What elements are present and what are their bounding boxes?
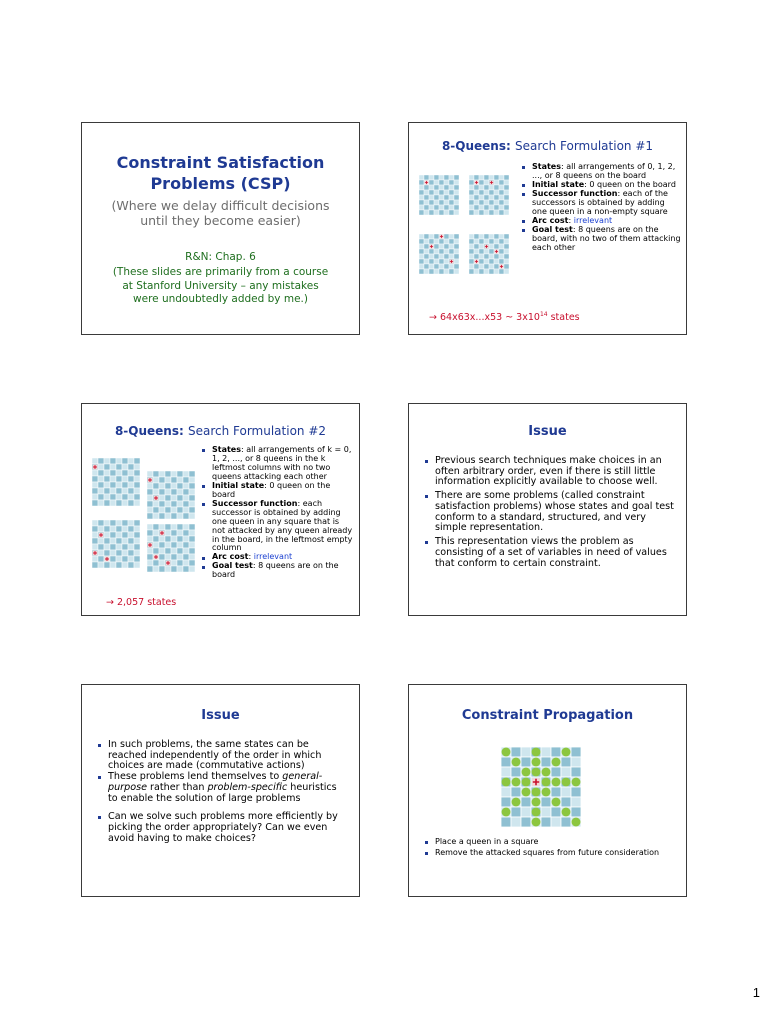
attacked-square-marker bbox=[562, 778, 571, 787]
slide4-bullet: There are some problems (called constraint satisfaction problems) whose states and goal test conform to a standard, structured, and very simple representation. bbox=[425, 491, 677, 534]
attacked-square-marker bbox=[552, 758, 561, 767]
slide3-bullets bbox=[202, 446, 354, 580]
queen-icon bbox=[148, 478, 153, 483]
queen-icon bbox=[154, 555, 159, 560]
slide2-title bbox=[409, 139, 686, 153]
chessboard-icon bbox=[92, 520, 140, 568]
queen-icon bbox=[154, 496, 159, 501]
slide1-note bbox=[82, 266, 359, 307]
queen-icon bbox=[500, 265, 504, 269]
attacked-square-marker bbox=[502, 808, 511, 817]
chessboard-icon bbox=[419, 234, 459, 274]
slide6-bullets bbox=[425, 838, 665, 858]
slide4-title: Issue bbox=[528, 424, 567, 439]
slide1-title bbox=[82, 153, 359, 195]
slide6-title: Constraint Propagation bbox=[461, 708, 634, 723]
slide1-note-line3: were undoubtedly added by me.) bbox=[133, 293, 308, 306]
slide-csp-title bbox=[81, 122, 360, 335]
slide-search-formulation-1 bbox=[408, 122, 687, 335]
slide1-subtitle-line1: (Where we delay difficult decisions bbox=[111, 198, 330, 213]
queen-icon bbox=[425, 181, 429, 185]
attacked-square-marker bbox=[512, 778, 521, 787]
queen-icon bbox=[93, 551, 98, 556]
slide1-title-line1: Constraint Satisfaction bbox=[116, 153, 325, 172]
slide1-subtitle-line2: until they become easier) bbox=[140, 213, 301, 228]
slide1-note-line1: (These slides are primarily from a course bbox=[112, 266, 329, 278]
queen-icon bbox=[430, 245, 434, 249]
slide2-bullet-states: States: all arrangements of 0, 1, 2, ..., or 8 queens on the board bbox=[522, 163, 682, 181]
slide-issue-2 bbox=[81, 684, 360, 897]
constraint-propagation-board-icon bbox=[501, 747, 581, 827]
chessboard-icon bbox=[419, 175, 459, 215]
attacked-square-marker bbox=[532, 768, 541, 777]
slide5-title: Issue bbox=[201, 708, 240, 723]
attacked-square-marker bbox=[542, 778, 551, 787]
attacked-square-marker bbox=[512, 758, 521, 767]
slide1-subtitle bbox=[82, 198, 359, 228]
slide-constraint-propagation bbox=[408, 684, 687, 897]
slide2-title-b: Search Formulation #1 bbox=[514, 139, 654, 153]
slide-issue-1 bbox=[408, 403, 687, 616]
slide2-bullet-successor: Successor function: each of the successors is obtained by adding one queen in a non-empty square bbox=[522, 190, 682, 217]
slide5-bullet: These problems lend themselves to general-purpose rather than problem-specific heuristics to enable the solution of large problems bbox=[98, 772, 342, 804]
queen-icon bbox=[475, 260, 479, 264]
queen-icon bbox=[475, 181, 479, 185]
slide2-result: → 64x63x...x53 ~ $3x10^{14}$ states bbox=[429, 311, 580, 324]
chessboard-icon bbox=[92, 458, 140, 506]
slide3-bullet-states: States: all arrangements of k = 0, 1, 2, ..., or 8 queens in the k leftmost columns with no two queens attacking each other bbox=[202, 446, 354, 482]
slide3-bullet-goal-test: Goal test: 8 queens are on the board bbox=[202, 562, 354, 580]
slide1-title-line2: Problems (CSP) bbox=[150, 173, 291, 193]
attacked-square-marker bbox=[562, 808, 571, 817]
slide2-bullets bbox=[522, 163, 682, 253]
attacked-square-marker bbox=[572, 818, 581, 827]
chessboard-icon bbox=[469, 175, 509, 215]
chessboard-icon bbox=[147, 471, 195, 519]
queen-icon bbox=[166, 561, 171, 566]
slide4-bullet: This representation views the problem as consisting of a set of variables in need of values that conform to certain constraint. bbox=[425, 537, 677, 569]
queen-icon bbox=[160, 531, 165, 536]
queen-icon bbox=[148, 543, 153, 548]
queen-icon bbox=[99, 533, 104, 538]
slide-search-formulation-2 bbox=[81, 403, 360, 616]
slide6-bullet: Place a queen in a square bbox=[425, 838, 665, 847]
attacked-square-marker bbox=[522, 778, 531, 787]
slide3-result: → 2,057 states bbox=[106, 597, 177, 608]
queen-icon bbox=[440, 235, 444, 239]
slide5-bullet: Can we solve such problems more efficiently by picking the order appropriately? Can we even avoid having to make choices? bbox=[98, 812, 342, 844]
slide1-reference: R&N: Chap. 6 bbox=[185, 251, 256, 263]
attacked-square-marker bbox=[542, 768, 551, 777]
chessboard-icon bbox=[147, 524, 195, 572]
slide5-bullet: In such problems, the same states can be reached independently of the order in which choices are made (commutative actions) bbox=[98, 740, 342, 772]
slide4-bullets bbox=[425, 456, 677, 569]
attacked-square-marker bbox=[552, 778, 561, 787]
slide3-title bbox=[82, 424, 359, 438]
attacked-square-marker bbox=[532, 798, 541, 807]
slide2-title-a: 8-Queens: bbox=[441, 139, 515, 153]
page-number: 1 bbox=[752, 985, 760, 1000]
attacked-square-marker bbox=[512, 798, 521, 807]
attacked-square-marker bbox=[572, 778, 581, 787]
attacked-square-marker bbox=[522, 788, 531, 797]
queen-icon bbox=[450, 260, 454, 264]
slide3-bullet-successor: Successor function: each successor is obtained by adding one queen in any square that is not attacked by any queen already in the board, in the leftmost empty column bbox=[202, 500, 354, 554]
slide1-note-line2: at Stanford University – any mistakes bbox=[122, 279, 319, 292]
slide3-bullet-arc-cost: Arc cost: irrelevant bbox=[202, 553, 354, 562]
slide2-bullet-goal-test: Goal test: 8 queens are on the board, with no two of them attacking each other bbox=[522, 226, 682, 253]
slide5-bullets bbox=[98, 740, 342, 845]
slide4-bullet: Previous search techniques make choices in an often arbitrary order, even if there is still little information explicitly available to choose well. bbox=[425, 456, 677, 488]
attacked-square-marker bbox=[532, 788, 541, 797]
queen-icon bbox=[93, 465, 98, 470]
slide2-bullet-arc-cost: Arc cost: irrelevant bbox=[522, 217, 682, 226]
attacked-square-marker bbox=[542, 788, 551, 797]
attacked-square-marker bbox=[502, 778, 511, 787]
attacked-square-marker bbox=[562, 748, 571, 757]
attacked-square-marker bbox=[522, 768, 531, 777]
slide2-bullet-initial-state: Initial state: 0 queen on the board bbox=[522, 181, 682, 190]
queen-icon bbox=[490, 181, 494, 185]
attacked-square-marker bbox=[532, 808, 541, 817]
slide3-title-b: Search Formulation #2 bbox=[187, 424, 327, 438]
chessboard-icon bbox=[469, 234, 509, 274]
queen-icon bbox=[495, 250, 499, 254]
attacked-square-marker bbox=[502, 748, 511, 757]
attacked-square-marker bbox=[552, 798, 561, 807]
slide6-bullet: Remove the attacked squares from future consideration bbox=[425, 849, 665, 858]
queen-icon bbox=[105, 557, 110, 562]
attacked-square-marker bbox=[532, 748, 541, 757]
attacked-square-marker bbox=[532, 818, 541, 827]
queen-icon bbox=[485, 245, 489, 249]
queen-icon bbox=[532, 778, 540, 786]
slide3-bullet-initial-state: Initial state: 0 queen on the board bbox=[202, 482, 354, 500]
slide3-title-a: 8-Queens: bbox=[114, 424, 188, 438]
attacked-square-marker bbox=[532, 758, 541, 767]
